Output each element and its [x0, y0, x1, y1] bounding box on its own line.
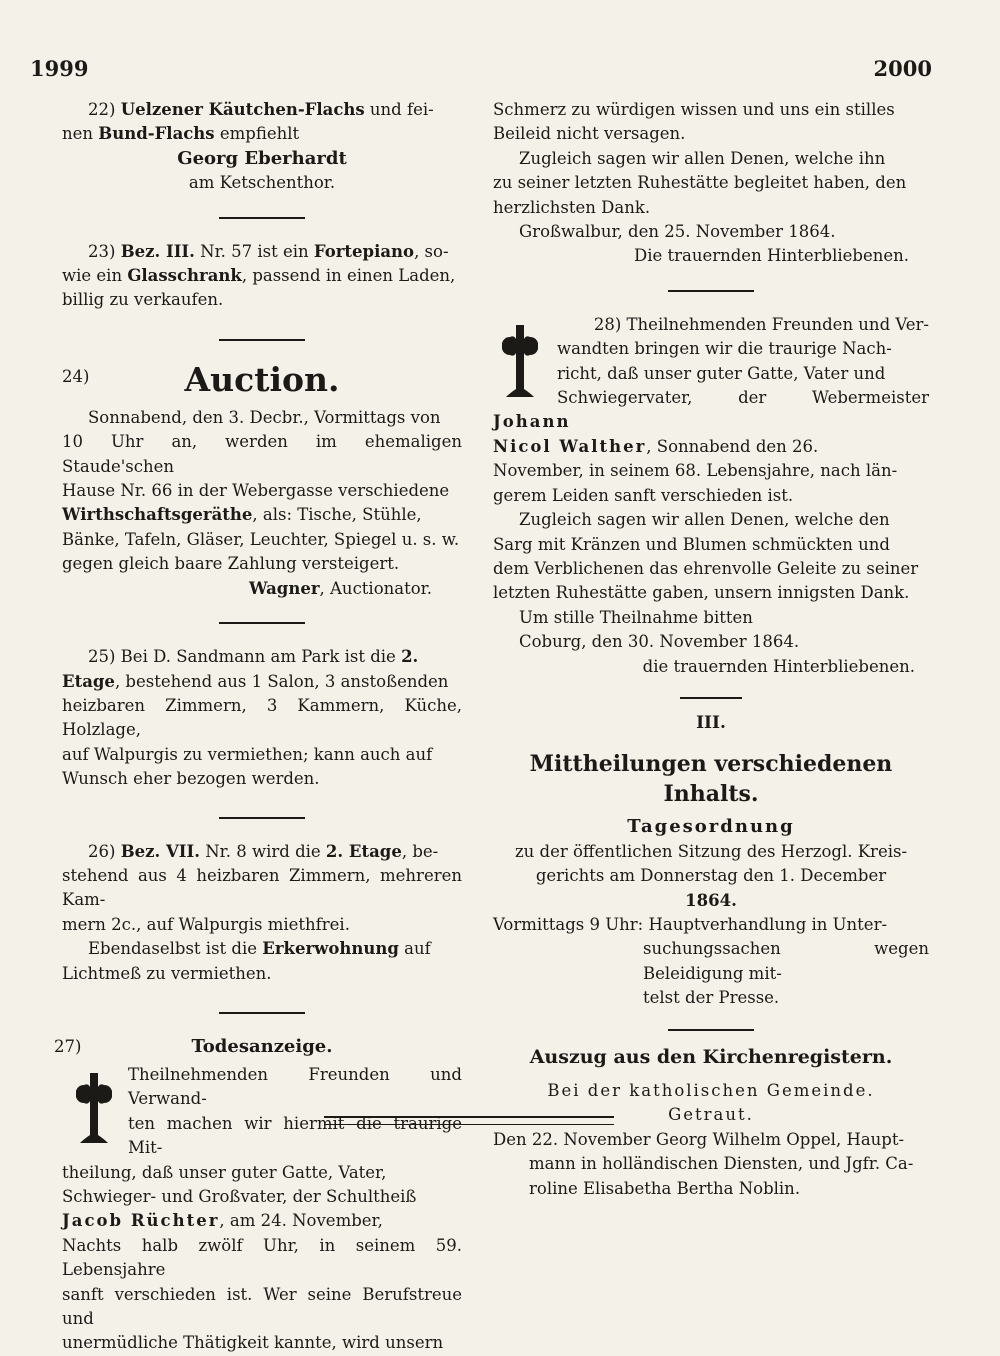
ad-28-signature: die trauernden Hinterbliebenen.: [642, 656, 915, 676]
left-column: [54, 98, 462, 1356]
agenda-line: zu der öffentlichen Sitzung des Herzogl. Kreis-: [514, 841, 908, 861]
ad-22-product-2: Bund-Flachs: [98, 124, 215, 144]
section-3-title: Mittheilungen verschiedenen Inhalts.: [529, 751, 893, 808]
ad-25-text: heizbaren Zimmern, 3 Kammern, Küche, Holzlage,: [62, 695, 462, 740]
church-entry: roline Elisabetha Bertha Noblin.: [529, 1178, 801, 1198]
ad-23-text: 23): [88, 241, 121, 261]
ad-28-line: gerem Leiden sanft verschieden ist.: [493, 485, 794, 505]
ad-27-cont-line: Schmerz zu würdigen wissen und uns ein stilles: [493, 100, 895, 119]
ad-27-line: Schwieger- und Großvater, der Schultheiß: [62, 1187, 417, 1206]
ad-24-items: Wirthschaftsgeräthe: [62, 505, 253, 525]
page-number-left: 1999: [30, 56, 89, 81]
ad-25-text: auf Walpurgis zu vermiethen; kann auch auf: [62, 744, 433, 764]
ad-23-text: , passend in einen Laden,: [241, 266, 456, 286]
ad-28-line: wandten bringen wir die traurige Nach-: [557, 339, 892, 359]
ad-26-text: Nr. 8 wird die: [199, 841, 326, 861]
ad-28-line: November, in seinem 68. Lebensjahre, nach län-: [493, 461, 898, 481]
ad-26-text: auf: [398, 939, 431, 959]
church-registers: [493, 1045, 929, 1201]
ad-27-line: unermüdliche Thätigkeit kannte, wird unsern: [62, 1333, 444, 1353]
ad-22-text-3: empfiehlt: [214, 124, 300, 144]
ad-26-text: , be-: [401, 841, 439, 861]
right-column: [493, 98, 929, 1201]
ad-28-deceased-name: Nicol Walther: [493, 436, 647, 456]
ad-28-line: Sarg mit Kränzen und Blumen schmückten und: [493, 534, 890, 554]
ad-26: [62, 840, 462, 986]
ad-23: [62, 240, 462, 313]
ad-24-line: Hause Nr. 66 in der Webergasse verschiedene: [62, 481, 450, 501]
ad-27-line: theilung, daß unser guter Gatte, Vater,: [62, 1162, 387, 1182]
agenda-line: suchungssachen wegen Beleidigung mit-: [643, 939, 929, 983]
ad-27-line: Theilnehmenden Freunden und Verwand-: [128, 1064, 462, 1109]
ad-27-cont-line: herzlichsten Dank.: [493, 197, 651, 217]
ad-24-signature-role: , Auctionator.: [319, 578, 432, 598]
church-registers-title: Auszug aus den Kirchenregistern.: [529, 1045, 893, 1068]
ad-22-place: am Ketschenthor.: [188, 173, 336, 193]
ad-24-number: 24): [62, 366, 90, 386]
church-entry: mann in holländischen Diensten, und Jgfr. Ca-: [529, 1154, 914, 1174]
section-3: [493, 711, 929, 1011]
ad-23-text: billig zu verkaufen.: [62, 290, 224, 310]
cross-icon: [493, 321, 547, 409]
ad-22-name: Georg Eberhardt: [177, 147, 347, 169]
ad-28-line: letzten Ruhestätte gaben, unsern innigsten Dank.: [493, 583, 910, 603]
ad-23-item-2: Glasschrank: [127, 266, 242, 286]
ad-25-text: , bestehend aus 1 Salon, 3 anstoßenden: [114, 671, 449, 691]
ad-22: [62, 98, 462, 196]
ad-28-line: richt, daß unser guter Gatte, Vater und: [557, 363, 886, 383]
separator: [219, 622, 305, 624]
ad-28-line: Um stille Theilnahme bitten: [519, 607, 753, 627]
ad-23-item-1: Fortepiano: [313, 241, 415, 261]
ad-23-text: wie ein: [62, 266, 128, 286]
separator: [219, 817, 305, 819]
ad-22-text-2: nen: [62, 124, 99, 144]
ad-28-line: 28) Theilnehmenden Freunden und Ver-: [593, 314, 929, 334]
ad-27-line: ten machen wir hiermit die traurige Mit-: [128, 1113, 462, 1158]
agenda-line: gerichts am Donnerstag den 1. December: [535, 866, 887, 886]
ad-24-line: Bänke, Tafeln, Gläser, Leuchter, Spiegel u. s. w.: [62, 529, 460, 549]
ad-25-text: 25) Bei D. Sandmann am Park ist die: [88, 647, 402, 667]
ad-27-signature: Die trauernden Hinterbliebenen.: [633, 246, 909, 266]
page-number-right: 2000: [873, 56, 932, 81]
ad-24-line: , als: Tische, Stühle,: [252, 505, 422, 525]
church-parish: Bei der katholischen Gemeinde.: [547, 1081, 875, 1100]
separator: [219, 217, 305, 219]
church-entry: Den 22. November Georg Wilhelm Oppel, Haupt-: [493, 1129, 905, 1149]
ad-24-title: Auction.: [184, 359, 340, 399]
ad-26-text: stehend aus 4 heizbaren Zimmern, mehreren Kam-: [62, 865, 462, 910]
agenda-title: Tagesordnung: [627, 816, 795, 838]
ad-25: [62, 645, 462, 791]
ad-24-line: gegen gleich baare Zahlung versteigert.: [62, 554, 400, 574]
ad-22-product-1: Uelzener Käutchen-Flachs: [120, 100, 365, 119]
ad-26-address: Bez. VII.: [120, 841, 200, 861]
church-category: Getraut.: [668, 1105, 754, 1125]
cross-icon: [68, 1069, 120, 1153]
ad-22-text-1: und fei-: [364, 100, 434, 119]
ad-28-line: , Sonnabend den 26.: [646, 436, 819, 456]
ad-28-line: Zugleich sagen wir allen Denen, welche den: [519, 510, 890, 530]
ad-28: [493, 313, 929, 679]
ad-25-floor: 2.: [401, 647, 419, 667]
ad-28-line: Schwiegervater, der Webermeister: [557, 388, 929, 408]
ad-25-text: Wunsch eher bezogen werden.: [62, 769, 320, 789]
ad-26-text: Ebendaselbst ist die: [88, 939, 263, 959]
ad-24-signature-name: Wagner: [249, 578, 320, 598]
separator: [668, 1029, 754, 1031]
ad-27-line: , am 24. November,: [219, 1211, 383, 1231]
ad-27-line: Nachts halb zwölf Uhr, in seinem 59. Lebensjahre: [62, 1235, 462, 1280]
ad-23-text: , so-: [414, 241, 449, 261]
ad-27-title: Todesanzeige.: [191, 1035, 333, 1057]
ad-23-text: Nr. 57 ist ein: [194, 241, 314, 261]
separator: [680, 697, 742, 699]
ad-26-bay-apartment: Erkerwohnung: [262, 939, 399, 959]
ad-25-floor-label: Etage: [62, 671, 115, 691]
separator: [668, 290, 754, 292]
ad-28-line: dem Verblichenen das ehrenvolle Geleite zu seiner: [493, 558, 919, 578]
ad-26-text: mern 2c., auf Walpurgis miethfrei.: [62, 914, 350, 934]
agenda-year: 1864.: [685, 890, 737, 910]
agenda-line: Vormittags 9 Uhr: Hauptverhandlung in Unter-: [493, 914, 888, 934]
section-3-number: III.: [696, 712, 726, 733]
ad-27-cont-line: zu seiner letzten Ruhestätte begleitet haben, den: [493, 173, 907, 193]
ad-27: [54, 1035, 462, 1356]
separator: [219, 1012, 305, 1014]
ad-27-cont-line: Beileid nicht versagen.: [493, 124, 686, 144]
ad-27-deceased-name: Jacob Rüchter: [62, 1211, 220, 1231]
ad-27-place-date: Großwalbur, den 25. November 1864.: [519, 222, 836, 242]
bottom-rule: [324, 1116, 614, 1118]
separator: [219, 339, 305, 341]
ad-24-line: Sonnabend, den 3. Decbr., Vormittags von: [88, 407, 441, 427]
ad-24-line: 10 Uhr an, werden im ehemaligen Staude'schen: [62, 432, 462, 476]
ad-26-text: 26): [88, 841, 121, 861]
ad-26-floor: 2. Etage: [325, 841, 402, 861]
ad-23-address: Bez. III.: [120, 241, 195, 261]
ad-26-text: Lichtmeß zu vermiethen.: [62, 963, 272, 983]
ad-27-number: 27): [54, 1036, 82, 1056]
ad-27-cont-line: Zugleich sagen wir allen Denen, welche ihn: [519, 148, 886, 168]
ad-28-place-date: Coburg, den 30. November 1864.: [519, 632, 800, 652]
ad-28-deceased-first-name: Johann: [493, 412, 571, 432]
ad-27-continued: [493, 98, 929, 269]
ad-24: [62, 359, 462, 601]
agenda-line: telst der Presse.: [643, 988, 780, 1008]
ad-27-line: sanft verschieden ist. Wer seine Berufstreue und: [62, 1284, 462, 1329]
bottom-rule: [324, 1124, 614, 1125]
ad-22-number: 22): [88, 100, 116, 119]
